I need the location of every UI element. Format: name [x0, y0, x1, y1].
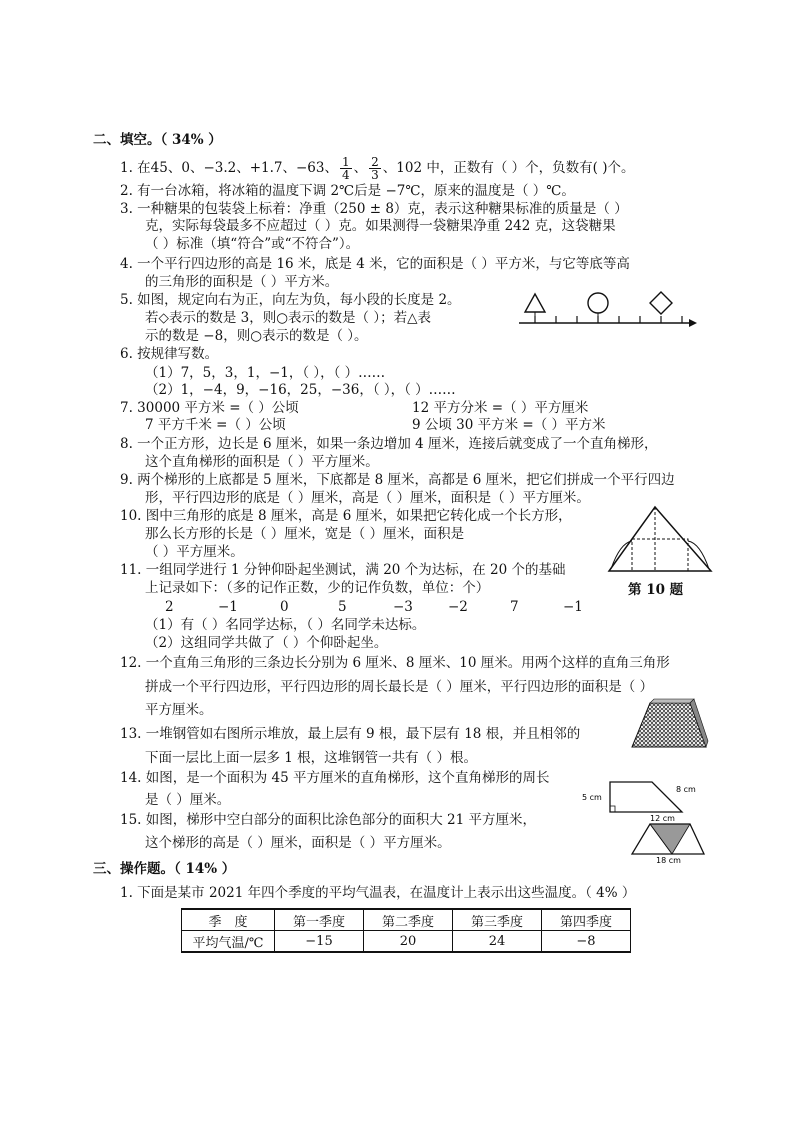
- question-7-c: 7 平方千米 =（ ）公顷: [145, 417, 286, 433]
- fraction-2-3: $\frac{2}{3}$: [371, 155, 379, 182]
- number-line-ticks: [535, 316, 682, 323]
- question-8-line-1: 8. 一个正方形，边长是 6 厘米，如果一条边增加 4 厘米，连接后就变成了一个直角梯形，: [120, 436, 658, 452]
- q10-triangle-figure: [605, 503, 715, 573]
- question-5-line-1: 5. 如图，规定向右为正，向左为负，每小段的长度是 2。: [120, 292, 461, 308]
- q1-prefix: 1. 在45、0、−3.2、+1.7、−63、: [120, 160, 338, 176]
- question-4-line-2: 的三角形的面积是（ ）平方米。: [145, 274, 339, 290]
- q11-value: −1: [218, 599, 238, 615]
- q11-value: 5: [338, 599, 347, 615]
- table-cell: 24: [453, 931, 542, 953]
- right-trapezoid: [610, 782, 682, 812]
- q11-value: 0: [280, 599, 289, 615]
- question-3-line-2: 克，实际每袋最多不应超过（ ）克。如果测得一袋糖果净重 242 克，这袋糖果: [145, 218, 616, 234]
- question-9-line-2: 形，平行四边形的底是（ ）厘米，高是（ ）厘米，面积是（ ）平方厘米。: [145, 490, 590, 506]
- question-11-line-2: 上记录如下：（多的记作正数，少的记作负数，单位：个）: [145, 580, 490, 596]
- q10-caption: 第 10 题: [628, 582, 684, 598]
- section-3-title: 三、操作题。（ 14% ）: [93, 861, 236, 877]
- question-5-line-3: 示的数是 −8，则○表示的数是（ ）。: [145, 328, 368, 344]
- table-header-cell: 第一季度: [275, 909, 364, 931]
- table-cell: 20: [364, 931, 453, 953]
- question-3-line-1: 3. 一种糖果的包装袋上标着：净重（250 ± 8）克，表示这种糖果标准的质量是（ ）: [120, 201, 628, 217]
- question-15-line-2: 这个梯形的高是（ ）厘米，面积是（ ）平方厘米。: [145, 835, 451, 851]
- q15-top-label: 12 cm: [650, 814, 675, 823]
- section-2-title: 二、填空。（ 34% ）: [93, 132, 222, 148]
- table-header-cell: 第三季度: [453, 909, 542, 931]
- table-cell: −8: [542, 931, 631, 953]
- question-15-line-1: 15. 如图，梯形中空白部分的面积比涂色部分的面积大 21 平方厘米，: [120, 812, 537, 828]
- question-7-a: 7. 30000 平方米 =（ ）公顷: [120, 400, 299, 416]
- question-12-line-3: 平方厘米。: [145, 702, 213, 718]
- question-10-line-3: （ ）平方厘米。: [145, 544, 244, 560]
- q14-left-label: 5 cm: [582, 793, 602, 802]
- q11-value: 7: [510, 599, 519, 615]
- question-5-line-2: 若◇表示的数是 3，则○表示的数是（ ）；若△表: [145, 310, 431, 326]
- question-11-part-2: （2）这组同学共做了（ ）个仰卧起坐。: [145, 635, 388, 651]
- question-11-line-1: 11. 一组同学进行 1 分钟仰卧起坐测试，满 20 个为达标，在 20 个的基础: [120, 562, 566, 578]
- question-10-line-1: 10. 图中三角形的底是 8 厘米，高是 6 厘米，如果把它转化成一个长方形，: [120, 508, 572, 524]
- table-header-cell: 季 度: [182, 909, 275, 931]
- fraction-1-4: $\frac{1}{4}$: [342, 155, 350, 182]
- question-7-b: 12 平方分米 =（ ）平方厘米: [412, 400, 589, 416]
- question-2: 2. 有一台冰箱，将冰箱的温度下调 2℃后是 −7℃，原来的温度是（ ）℃。: [120, 183, 575, 199]
- q14-right-label: 8 cm: [676, 785, 696, 794]
- question-6-line-2: （1）7，5，3，1，−1，（ ），（ ）……: [145, 365, 386, 381]
- question-13-line-1: 13. 一堆钢管如右图所示堆放，最上层有 9 根，最下层有 18 根，并且相邻的: [120, 726, 581, 742]
- question-8-line-2: 这个直角梯形的面积是（ ）平方厘米。: [145, 454, 379, 470]
- question-1: 1. 在45、0、−3.2、+1.7、−63、 $\frac{1}{4}$ 、 $\frac{2}{3}$ 、102 中，正数有（ ）个，负数有( )个。: [120, 155, 635, 182]
- table-cell: −15: [275, 931, 364, 953]
- table-cell: 平均气温/℃: [182, 931, 275, 953]
- question-10-line-2: 那么长方形的长是（ ）厘米，宽是（ ）厘米，面积是: [145, 526, 465, 542]
- question-14-line-2: 是（ ）厘米。: [145, 792, 231, 808]
- q11-value: −3: [393, 599, 413, 615]
- question-13-line-2: 下面一层比上面一层多 1 根，这堆钢管一共有（ ）根。: [145, 750, 477, 766]
- q15-bottom-label: 18 cm: [656, 856, 681, 865]
- diamond-marker-icon: [650, 292, 672, 314]
- table-row: [182, 931, 631, 953]
- q11-value: −2: [448, 599, 468, 615]
- operation-question-1: 1. 下面是某市 2021 年四个季度的平均气温表，在温度计上表示出这些温度。（ 4% ）: [120, 885, 636, 901]
- question-9-line-1: 9. 两个梯形的上底都是 5 厘米，下底都是 8 厘米，高都是 6 厘米，把它们拼成一个平行四边: [120, 472, 675, 488]
- q1-suffix: 、102 中，正数有（ ）个，负数有( )个。: [382, 160, 635, 176]
- question-11-part-1: （1）有（ ）名同学达标，（ ）名同学未达标。: [145, 617, 426, 633]
- q11-value: −1: [563, 599, 583, 615]
- question-6-line-3: （2）1，−4，9，−16，25，−36，（ ），（ ）……: [145, 382, 456, 398]
- circle-marker-icon: [588, 293, 608, 313]
- table-header-cell: 第四季度: [542, 909, 631, 931]
- question-12-line-1: 12. 一个直角三角形的三条边长分别为 6 厘米、8 厘米、10 厘米。用两个这样的直角三角形: [120, 655, 670, 671]
- question-4-line-1: 4. 一个平行四边形的高是 16 米，底是 4 米，它的面积是（ ）平方米，与它等底等高: [120, 256, 630, 272]
- steel-pipes-figure: [628, 697, 708, 752]
- temperature-table: [181, 908, 631, 953]
- question-14-line-1: 14. 如图，是一个面积为 45 平方厘米的直角梯形，这个直角梯形的周长: [120, 770, 550, 786]
- question-12-line-2: 拼成一个平行四边形，平行四边形的周长最长是（ ）厘米，平行四边形的面积是（ ）: [145, 679, 654, 695]
- triangle-marker-icon: [525, 294, 545, 312]
- question-3-line-3: （ ）标准（填“符合”或“不符合”）。: [145, 236, 360, 252]
- q15-trapezoid-figure: [620, 812, 710, 864]
- q14-trapezoid-figure: [580, 776, 710, 816]
- table-header-cell: 第二季度: [364, 909, 453, 931]
- question-7-d: 9 公顷 30 平方米 =（ ）平方米: [412, 417, 606, 433]
- question-6-line-1: 6. 按规律写数。: [120, 346, 219, 362]
- dashed-rectangle: [632, 539, 688, 571]
- q11-value: 2: [165, 599, 174, 615]
- number-line-figure: [515, 290, 695, 335]
- number-line-arrow: [689, 319, 697, 327]
- shaded-triangle: [650, 824, 690, 854]
- table-header-row: [182, 909, 631, 931]
